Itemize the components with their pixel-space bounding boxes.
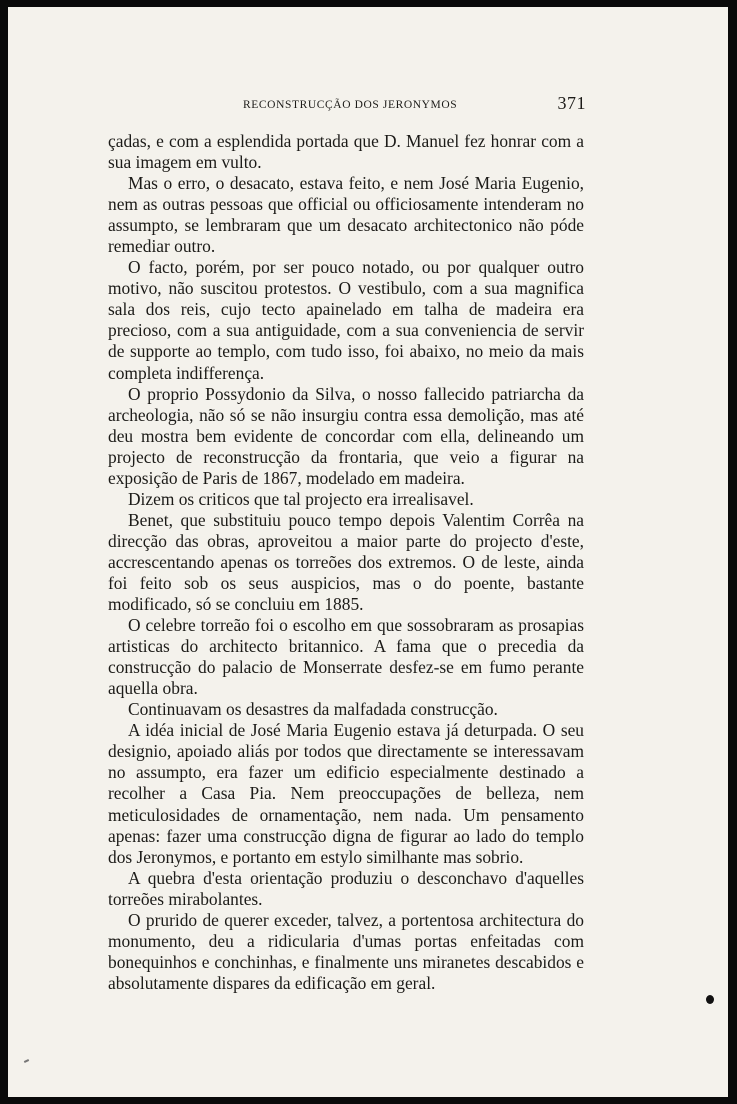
paper-mark [24,1059,29,1063]
paragraph: O prurido de querer exceder, talvez, a portentosa architectura do monumento, deu a ridicularia d'umas portas enfeitadas com bonequinhos e conchinhas, e finalmente uns miranetes descabidos e absolutamente dispares da edificação em geral. [108,909,584,993]
paragraph: Benet, que substituiu pouco tempo depois Valentim Corrêa na direcção das obras, aproveitou a maior parte do projecto d'este, accrescentando apenas os torreões dos extremos. O de leste, ainda foi feito sob os seus auspicios, mas o do poente, bastante modificado, só se concluiu em 1885. [108,509,584,615]
paragraph: A quebra d'esta orientação produziu o desconchavo d'aquelles torreões mirabolantes. [108,867,584,909]
book-page [8,7,728,1097]
paragraph: Continuavam os desastres da malfadada construcção. [128,699,498,720]
ink-speck [706,995,714,1004]
running-title: RECONSTRUCÇÃO DOS JERONYMOS [243,99,458,111]
paragraph: Dizem os criticos que tal projecto era irrealisavel. [128,488,474,509]
paragraph: O facto, porém, por ser pouco notado, ou por qualquer outro motivo, não suscitou protestos. O vestibulo, com a sua magnifica sala dos reis, cujo tecto apainelado em talha de madeira era precioso, com a sua antiguidade, com a sua conveniencia de servir de supporte ao templo, com tudo isso, foi abaixo, no meio da mais completa indifferença. [108,257,584,383]
paragraph: O celebre torreão foi o escolho em que sossobraram as prosapias artisticas do architecto britannico. A fama que o precedia da construcção do palacio de Monserrate desfez-se em fumo perante aquella obra. [108,615,584,699]
paragraph: A idéa inicial de José Maria Eugenio estava já deturpada. O seu designio, apoiado aliás por todos que directamente se interessavam no assumpto, era fazer um edificio especialmente destinado a recolher a Casa Pia. Nem preoccupações de belleza, nem meticulosidades de ornamentação, nem nada. Um pensamento apenas: fazer uma construcção digna de figurar ao lado do templo dos Jeronymos, e portanto em estylo similhante mas sobrio. [108,720,584,867]
paragraph-continuation: çadas, e com a esplendida portada que D. Manuel fez honrar com a sua imagem em vulto. [108,131,584,173]
page-number: 371 [557,93,586,113]
running-header [108,93,588,119]
body-text [108,131,584,994]
paragraph: O proprio Possydonio da Silva, o nosso fallecido patriarcha da archeologia, não só se não insurgiu contra essa demolição, mas até deu mostra bem evidente de concordar com ella, delineando um projecto de reconstrucção da frontaria, que veio a figurar na exposição de Paris de 1867, modelado em madeira. [108,383,584,488]
paragraph: Mas o erro, o desacato, estava feito, e nem José Maria Eugenio, nem as outras pessoas que official ou officiosamente intenderam no assumpto, se lembraram que um desacato architectonico não póde remediar outro. [108,173,584,257]
